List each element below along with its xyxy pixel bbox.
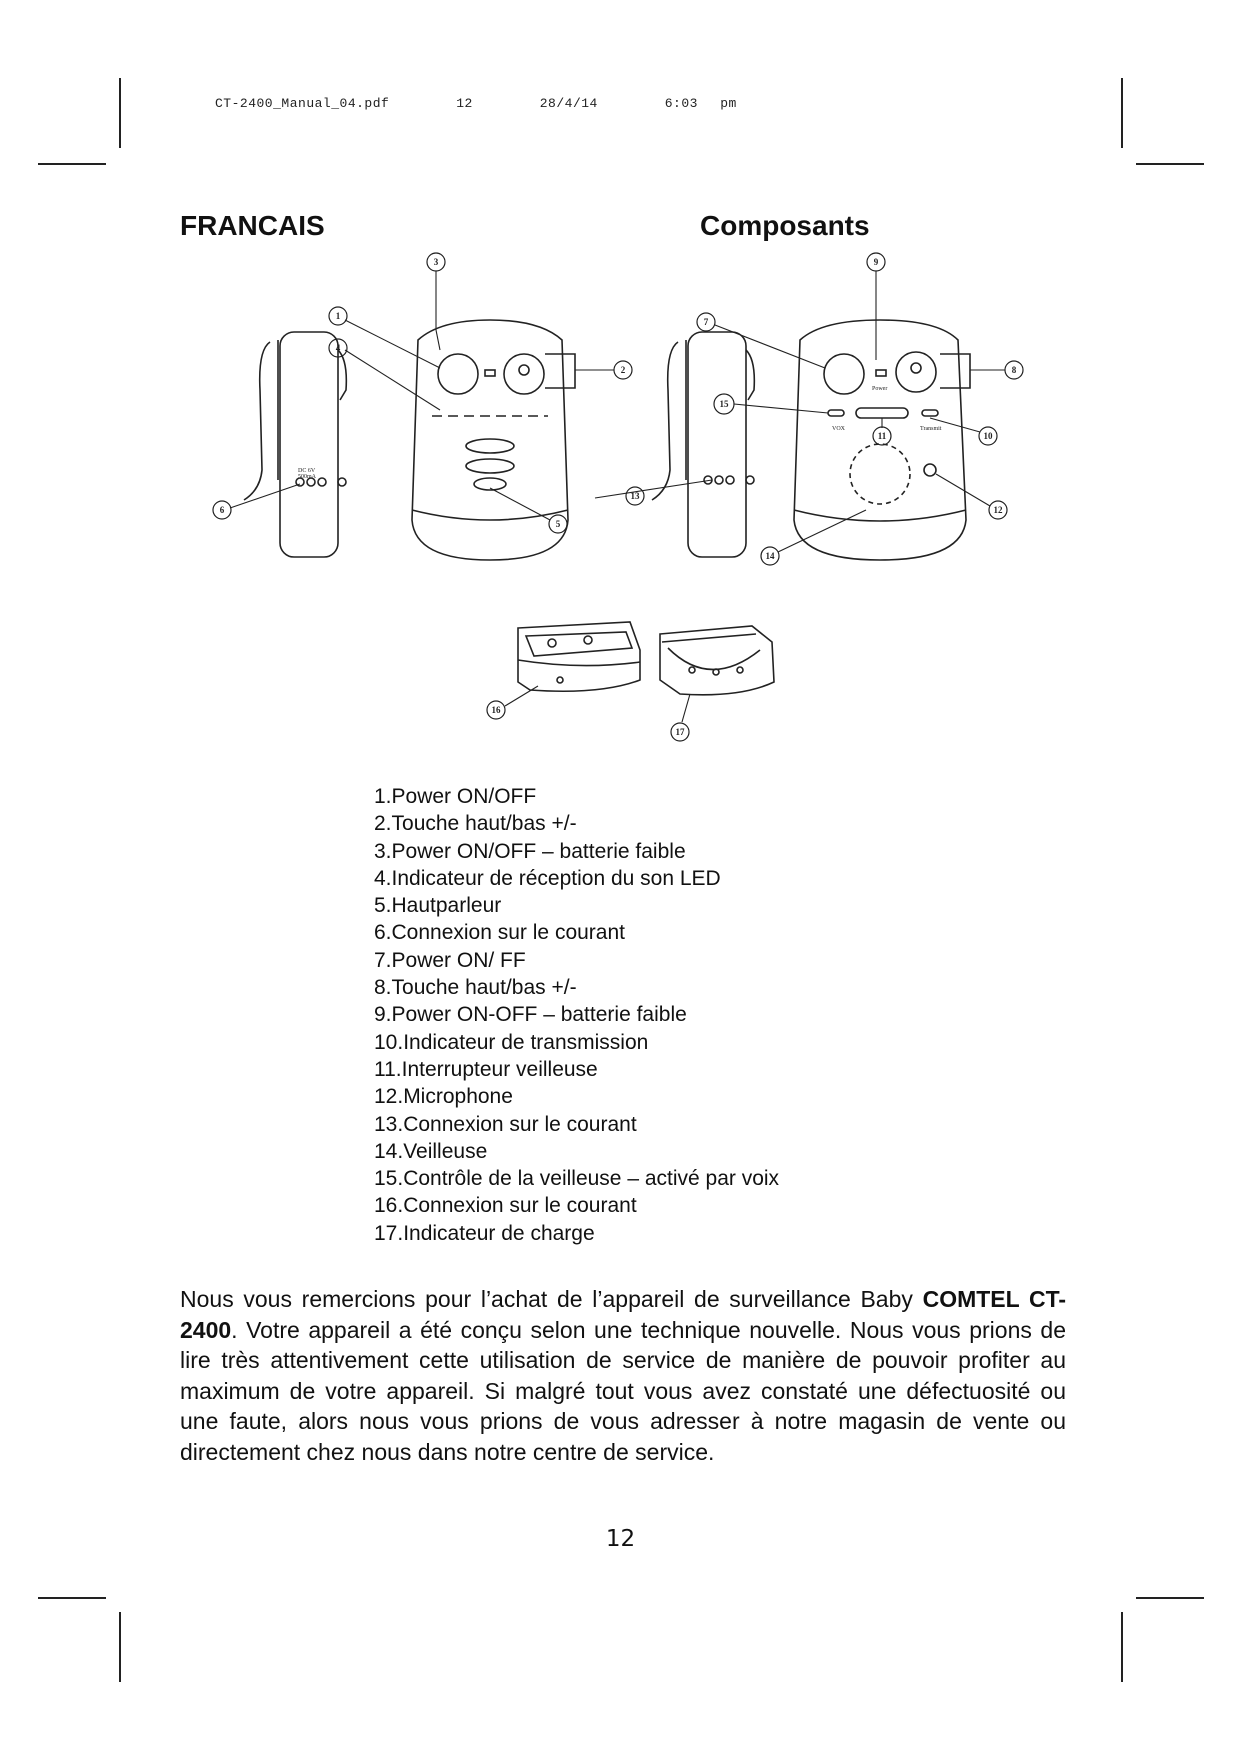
power-label: Power [872,386,888,392]
list-item: 11.Interrupteur veilleuse [374,1057,598,1081]
list-item: 8.Touche haut/bas +/- [374,976,577,1000]
parent-unit-front-view [412,320,575,560]
vox-label: VOX [832,426,845,432]
crop-mark [1136,163,1204,165]
components-diagram [200,257,1040,760]
callout-label: 13 [630,491,640,501]
list-item: 5.Hautparleur [374,894,502,918]
list-item: 4.Indicateur de réception du son LED [374,866,721,890]
callout-label: 10 [983,431,993,441]
dc-label: DC 6V [298,468,316,474]
callout-label: 5 [555,519,561,529]
list-item: 12.Microphone [374,1085,513,1109]
intro-paragraph [180,1284,1066,1468]
crop-mark [38,1597,106,1599]
list-item: 14.Veilleuse [374,1139,488,1163]
list-item: 1.Power ON/OFF [374,785,537,808]
callout-label: 15 [719,399,729,409]
language-heading: FRANCAIS [180,210,325,241]
list-item: 7.Power ON/ FF [374,948,526,972]
crop-mark [119,1612,121,1682]
list-item: 16.Connexion sur le courant [374,1194,637,1218]
list-item: 15.Contrôle de la veilleuse – activé par voix [374,1167,780,1191]
callout-label: 8 [1011,365,1017,375]
callout-label: 7 [703,317,709,327]
brand-name: COMTEL CT-2400 [180,1286,1067,1343]
callout-label: 17 [675,727,685,737]
callout-label: 9 [873,257,879,267]
parent-unit-side-view [244,332,346,557]
callout-label: 1 [335,311,341,321]
callout-label: 16 [491,705,501,715]
list-item: 2.Touche haut/bas +/- [374,812,577,836]
callout-label: 2 [620,365,626,375]
charger-cradle-right [660,626,774,695]
list-item: 6.Connexion sur le courant [374,921,625,945]
callout-label: 11 [877,431,887,441]
list-item: 3.Power ON/OFF – batterie faible [374,839,686,863]
callout-label: 14 [765,551,775,561]
components-list [374,783,779,1247]
crop-mark [38,163,106,165]
intro-text-start: Nous vous remercions pour l’achat de l’appareil de surveillance Baby [180,1286,923,1312]
section-title: Composants [700,210,870,241]
list-item: 10.Indicateur de transmission [374,1030,649,1054]
charger-cradle-left [518,622,640,691]
list-item: 9.Power ON-OFF – batterie faible [374,1003,687,1027]
crop-mark [1121,1612,1123,1682]
crop-mark [1121,78,1123,148]
transmit-label: Transmit [920,426,942,432]
callout-label: 4 [335,343,341,353]
baby-unit-side-view [652,332,754,557]
callout-label: 3 [433,257,439,267]
list-item: 13.Connexion sur le courant [374,1112,637,1136]
callout-label: 6 [219,505,225,515]
print-slug: CT-2400_Manual_04.pdf 12 28/4/14 6:03 pm [215,96,737,111]
page-number: 12 [605,1526,636,1552]
callout-label: 12 [993,505,1003,515]
crop-mark [119,78,121,148]
ma-label: 500mA [298,474,316,480]
crop-mark [1136,1597,1204,1599]
list-item: 17.Indicateur de charge [374,1221,595,1245]
intro-text-rest: . Votre appareil a été conçu selon une technique nouvelle. Nous vous prions de lire très attentivement cette utilisation de service de manière de pouvoir profiter au maximum de votre appareil. Si malgré tout vous avez constaté une défectuosité ou une faute, alors nous vous prions de vous adresser à notre magasin de vente ou directement chez nous dans notre centre de service. [180,1316,1066,1465]
